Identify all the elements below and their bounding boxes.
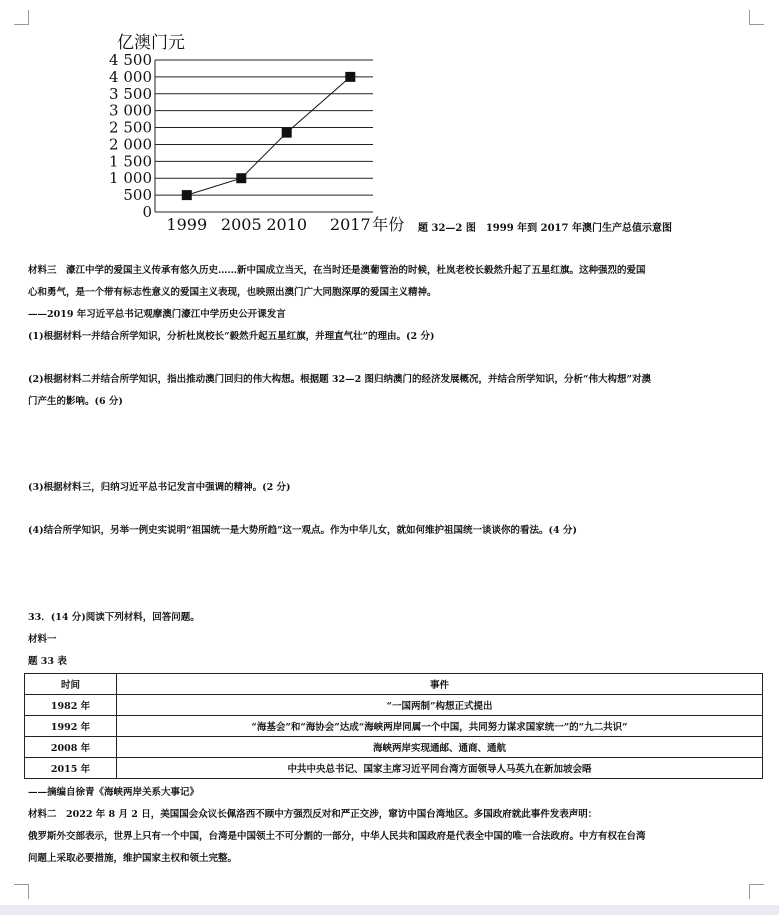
table-header-time: 时间 <box>25 674 117 695</box>
table-row <box>25 695 763 716</box>
material2-line1: 材料二 2022 年 8 月 2 日，美国国会众议长佩洛西不顾中方强烈反对和严正交涉，窜访中国台湾地区。多国政府就此事件发表声明： <box>28 809 598 820</box>
x-axis-title: 年份 <box>372 215 405 234</box>
table-row <box>25 737 763 758</box>
y-tick-label: 500 <box>123 186 152 205</box>
table-row <box>25 716 763 737</box>
crop-mark-top-right <box>749 10 764 25</box>
x-tick-label: 2010 <box>266 215 308 234</box>
series-line <box>187 77 351 195</box>
table-header-event: 事件 <box>117 674 763 695</box>
table-cell-time: 2015 年 <box>25 758 117 779</box>
table-cell-event: 海峡两岸实现通邮、通商、通航 <box>117 737 763 758</box>
figure-caption: 题 32—2 图 1999 年到 2017 年澳门生产总值示意图 <box>418 223 672 234</box>
table-cell-time: 1992 年 <box>25 716 117 737</box>
page-bottom-edge <box>0 905 779 915</box>
table-cell-event: 中共中央总书记、国家主席习近平同台湾方面领导人马英九在新加坡会晤 <box>117 758 763 779</box>
data-point-marker <box>182 190 192 200</box>
data-point-marker <box>282 128 292 138</box>
material3-line1: 材料三 濠江中学的爱国主义传承有悠久历史……新中国成立当天，在当时还是澳葡管治的时候，杜岚老校长毅然升起了五星红旗。这种强烈的爱国 <box>28 265 646 276</box>
y-tick-label: 0 <box>142 203 152 221</box>
table-cell-event: “海基会”和“海协会”达成“海峡两岸同属一个中国，共同努力谋求国家统一”的“九二共识” <box>117 716 763 737</box>
x-tick-label: 1999 <box>166 215 208 234</box>
y-tick-label: 4 500 <box>109 51 152 69</box>
y-tick-label: 3 500 <box>109 84 152 103</box>
y-tick-label: 1 500 <box>109 152 152 171</box>
x-tick-label: 2017 <box>329 215 371 234</box>
question-1: (1)根据材料一并结合所学知识，分析杜岚校长“毅然升起五星红旗，并理直气壮”的理由。(2 分) <box>28 331 435 342</box>
table-row <box>25 758 763 779</box>
crop-mark-bottom-left <box>14 884 29 899</box>
table-cell-time: 2008 年 <box>25 737 117 758</box>
crop-mark-bottom-right <box>749 884 764 899</box>
table-cell-time: 1982 年 <box>25 695 117 716</box>
material2-line2: 俄罗斯外交部表示，世界上只有一个中国，台湾是中国领土不可分割的一部分，中华人民共和国政府是代表全中国的唯一合法政府。中方有权在台湾 <box>28 831 646 842</box>
events-table <box>24 673 763 779</box>
table-source: ——摘编自徐青《海峡两岸关系大事记》 <box>28 787 200 798</box>
y-tick-label: 2 000 <box>109 135 152 154</box>
gdp-line-chart <box>105 28 420 238</box>
q33-title: 33．(14 分)阅读下列材料，回答问题。 <box>28 612 200 623</box>
data-point-marker <box>345 72 355 82</box>
material2-line3: 问题上采取必要措施，维护国家主权和领土完整。 <box>28 853 238 864</box>
table-label: 题 33 表 <box>28 656 67 667</box>
table-cell-event: “一国两制”构想正式提出 <box>117 695 763 716</box>
material3-line2: 心和勇气，是一个带有标志性意义的爱国主义表现，也映照出澳门广大同胞深厚的爱国主义精神。 <box>28 287 437 298</box>
x-tick-label: 2005 <box>220 215 262 234</box>
question-3: (3)根据材料三，归纳习近平总书记发言中强调的精神。(2 分) <box>28 482 291 493</box>
material1-label: 材料一 <box>28 634 57 645</box>
y-tick-label: 2 500 <box>109 118 152 137</box>
question-4: (4)结合所学知识，另举一例史实说明“祖国统一是大势所趋”这一观点。作为中华儿女，就如何维护祖国统一谈谈你的看法。(4 分) <box>28 525 577 536</box>
question-2-line2: 门产生的影响。(6 分) <box>28 396 123 407</box>
table-header-row <box>25 674 763 695</box>
y-tick-label: 3 000 <box>109 101 152 120</box>
y-tick-label: 1 000 <box>109 169 152 188</box>
crop-mark-top-left <box>14 10 29 25</box>
question-2-line1: (2)根据材料二并结合所学知识，指出推动澳门回归的伟大构想。根据题 32—2 图归纳澳门的经济发展概况，并结合所学知识，分析“伟大构想”对澳 <box>28 374 651 385</box>
y-axis-title: 亿澳门元 <box>117 33 185 53</box>
data-point-marker <box>236 173 246 183</box>
y-tick-label: 4 000 <box>109 67 152 86</box>
material3-source: ——2019 年习近平总书记观摩澳门濠江中学历史公开课发言 <box>28 309 286 320</box>
